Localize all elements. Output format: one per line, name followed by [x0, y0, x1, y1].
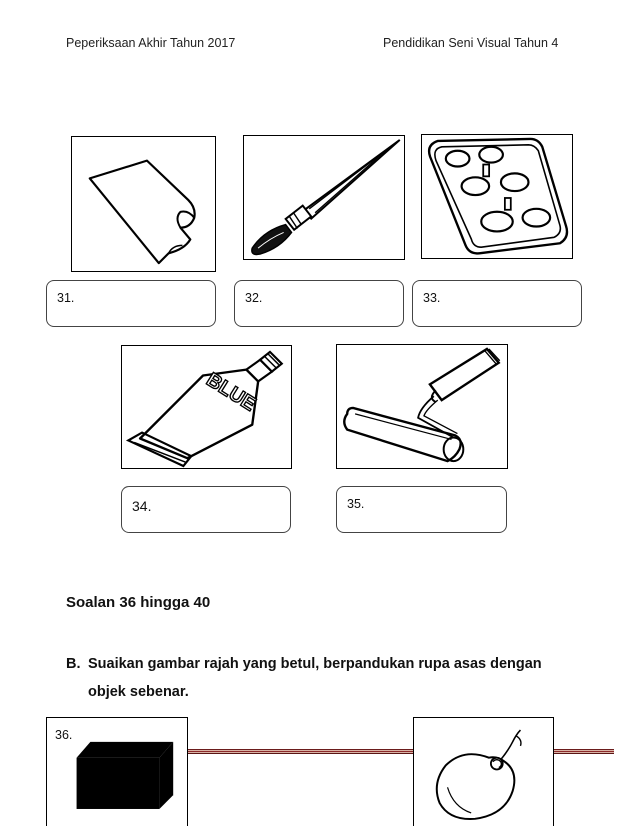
paint-palette-icon	[422, 135, 572, 258]
question-number: 33.	[423, 291, 441, 305]
subject-title: Pendidikan Seni Visual Tahun 4	[383, 36, 559, 50]
paint-roller-icon	[337, 345, 507, 468]
question-number: 34.	[132, 498, 152, 514]
section-title: Soalan 36 hingga 40	[66, 594, 211, 611]
section-instruction	[66, 650, 566, 706]
instruction-line-2: objek sebenar.	[88, 684, 189, 700]
question-number: 36.	[55, 728, 73, 742]
question-number: 31.	[57, 291, 75, 305]
paintbrush-icon	[244, 136, 404, 259]
svg-text:BLUE: BLUE	[202, 368, 260, 416]
paint-tube-icon	[122, 346, 291, 468]
answer-box-31[interactable]	[46, 280, 216, 327]
answer-box-33[interactable]	[412, 280, 582, 327]
section-label: B.	[66, 656, 81, 672]
connector-line-right	[554, 749, 614, 754]
picture-32	[243, 135, 405, 260]
question-number: 32.	[245, 291, 263, 305]
picture-33	[421, 134, 573, 259]
picture-31	[71, 136, 216, 272]
exam-title: Peperiksaan Akhir Tahun 2017	[66, 36, 236, 50]
paper-sheet-icon	[72, 137, 215, 271]
black-cuboid-icon	[47, 718, 187, 826]
picture-36-match	[413, 717, 554, 826]
answer-box-34[interactable]	[121, 486, 291, 533]
answer-box-35[interactable]	[336, 486, 507, 533]
fruit-icon	[414, 718, 553, 826]
picture-36	[46, 717, 188, 826]
picture-34	[121, 345, 292, 469]
instruction-line-1: Suaikan gambar rajah yang betul, berpandukan rupa asas dengan	[88, 656, 542, 672]
connector-line-left	[188, 749, 413, 754]
question-number: 35.	[347, 497, 365, 511]
picture-35	[336, 344, 508, 469]
answer-box-32[interactable]	[234, 280, 404, 327]
